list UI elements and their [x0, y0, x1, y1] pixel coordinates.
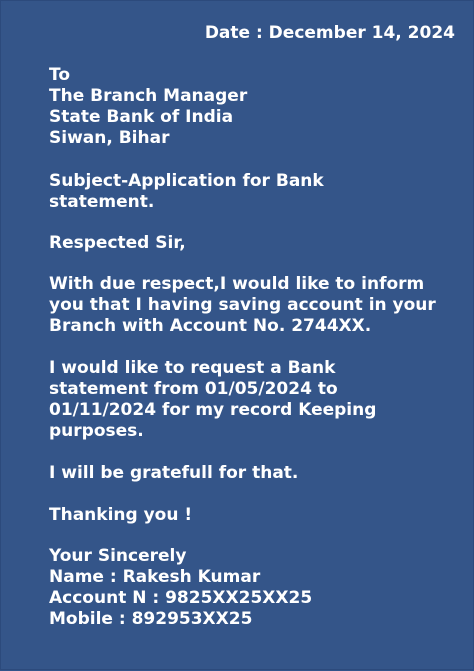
paragraph-3: [49, 463, 469, 484]
subject-block: [49, 171, 469, 213]
recipient-bank: State Bank of India: [49, 107, 234, 127]
paragraph-2-line-2: statement from 01/05/2024 to: [49, 379, 338, 399]
salutation: [49, 233, 469, 254]
subject-line-1: Subject-Application for Bank: [49, 171, 324, 191]
paragraph-3-text: I will be gratefull for that.: [49, 463, 299, 483]
recipient-block: [49, 65, 469, 149]
recipient-title: The Branch Manager: [49, 86, 248, 106]
letter-date: Date : December 14, 2024: [204, 23, 455, 43]
application-letter: [1, 1, 474, 671]
signature-mobile: Mobile : 892953XX25: [49, 609, 253, 629]
subject-line-2: statement.: [49, 192, 155, 212]
paragraph-2-line-1: I would like to request a Bank: [49, 358, 336, 378]
recipient-to: To: [49, 65, 71, 85]
signature-sign-off: Your Sincerely: [49, 546, 187, 566]
signature-name: Name : Rakesh Kumar: [49, 567, 261, 587]
recipient-location: Siwan, Bihar: [49, 128, 170, 148]
closing: [49, 505, 469, 526]
paragraph-1-line-1: With due respect,I would like to inform: [49, 274, 425, 294]
paragraph-1-line-2: you that I having saving account in your: [49, 295, 436, 315]
closing-text: Thanking you !: [49, 505, 193, 525]
paragraph-2-line-3: 01/11/2024 for my record Keeping: [49, 400, 377, 420]
paragraph-2-line-4: purposes.: [49, 421, 144, 441]
salutation-text: Respected Sir,: [49, 233, 186, 253]
signature-block: [49, 546, 469, 630]
paragraph-2: [49, 358, 469, 442]
signature-account: Account N : 9825XX25XX25: [49, 588, 313, 608]
paragraph-1-line-3: Branch with Account No. 2744XX.: [49, 316, 372, 336]
paragraph-1: [49, 274, 469, 337]
